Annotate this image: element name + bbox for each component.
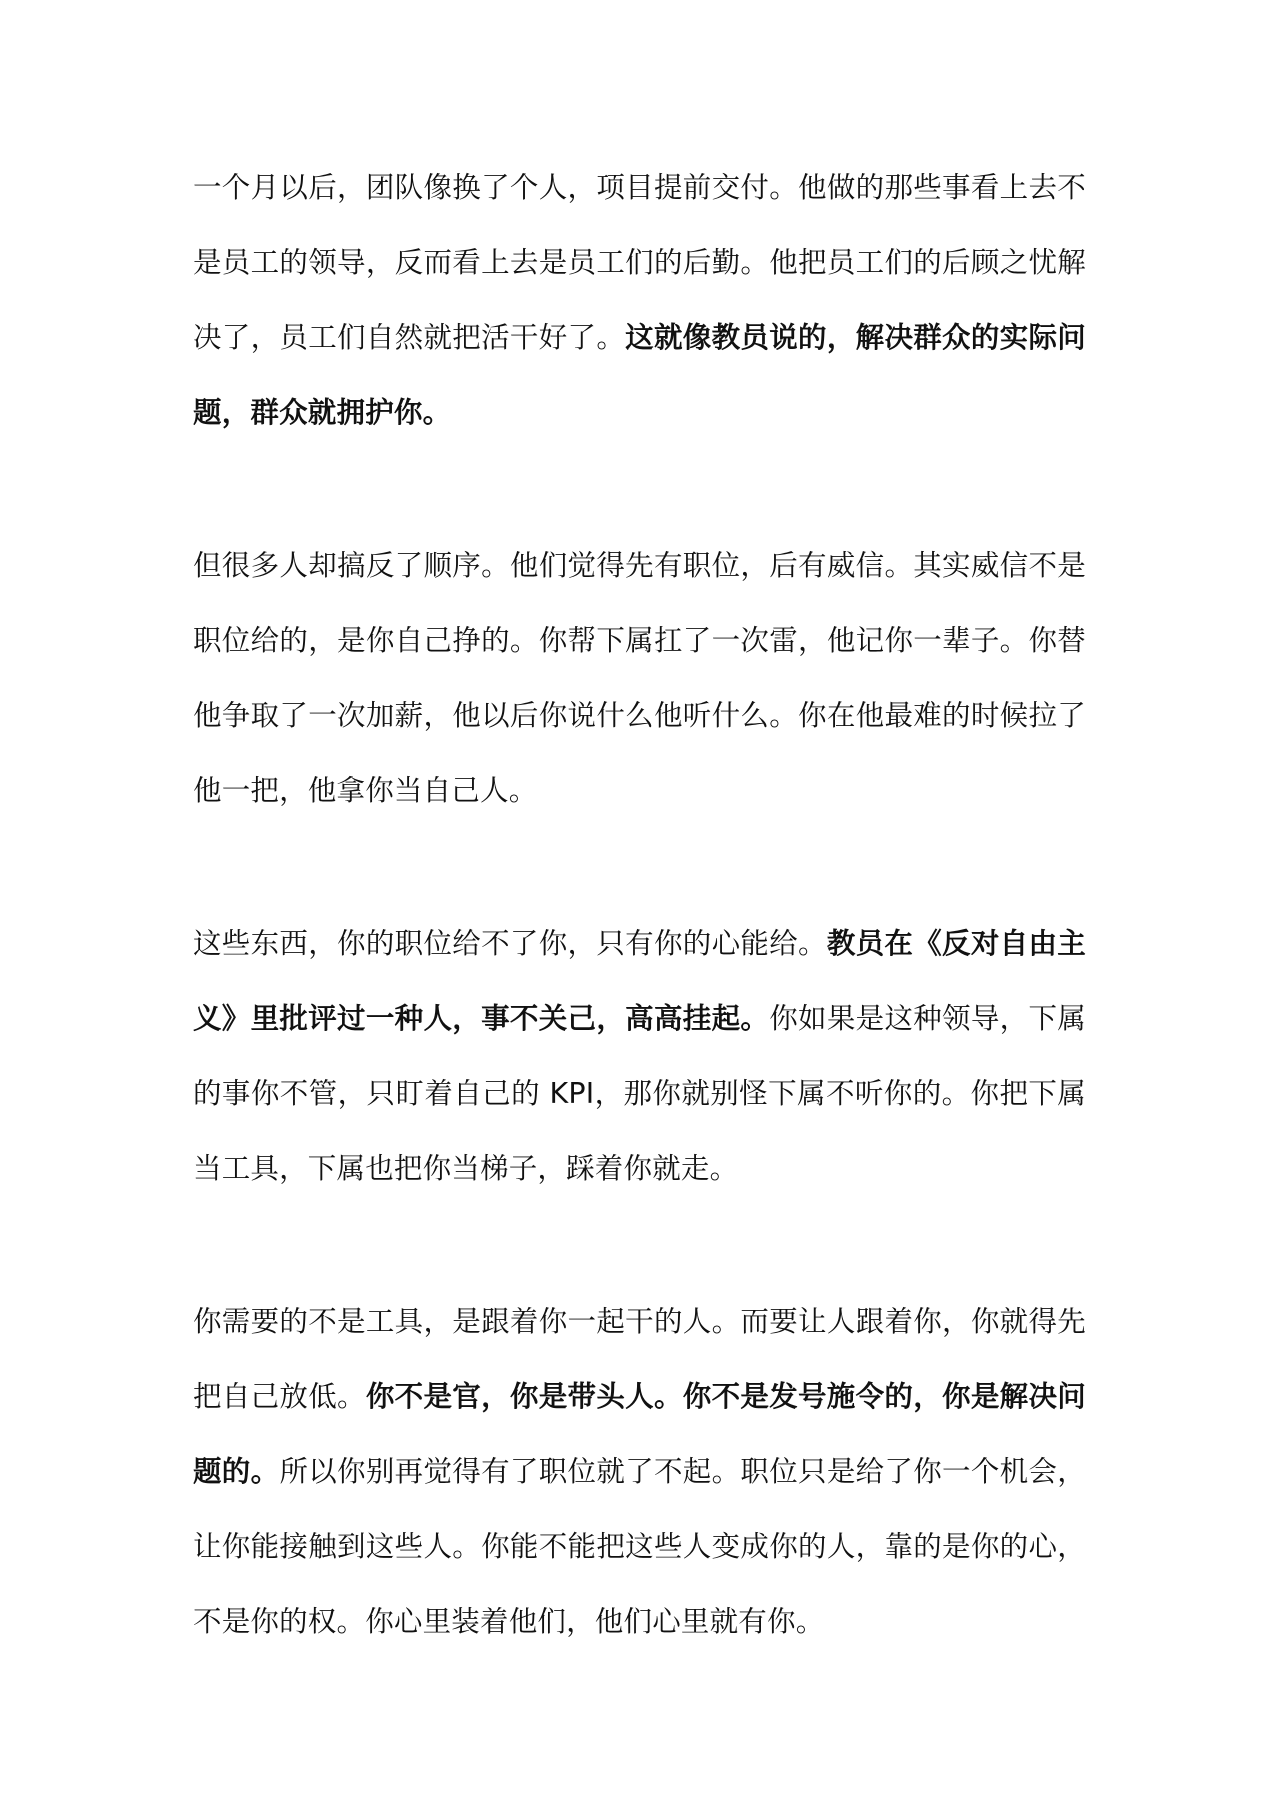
paragraph-2: [193, 528, 1086, 828]
paragraph-text: 你需要的不是工具，是跟着你一起干的人。而要让人跟着你，你就得先把自己放低。: [193, 1305, 1086, 1413]
bold-emphasis: 教员在《反对自由主义》里批评过一种人，事不关己，高高挂起。: [193, 927, 1086, 1035]
paragraph-1: [193, 150, 1086, 450]
paragraph-text: 这些东西，你的职位给不了你，只有你的心能给。: [193, 927, 827, 960]
bold-emphasis: 你不是官，你是带头人。你不是发号施令的，你是解决问题的。: [193, 1380, 1086, 1488]
paragraph-text: 你如果是这种领导，下属的事你不管，只盯着自己的 KPI，那你就别怪下属不听你的。你把下属当工具，下属也把你当梯子，踩着你就走。: [193, 1002, 1086, 1185]
paragraph-text: 一个月以后，团队像换了个人，项目提前交付。他做的那些事看上去不是员工的领导，反而看上去是员工们的后勤。他把员工们的后顾之忧解决了，员工们自然就把活干好了。: [193, 171, 1086, 354]
paragraph-text: 但很多人却搞反了顺序。他们觉得先有职位，后有威信。其实威信不是职位给的，是你自己挣的。你帮下属扛了一次雷，他记你一辈子。你替他争取了一次加薪，他以后你说什么他听什么。你在他最难的时候拉了他一把，他拿你当自己人。: [193, 549, 1086, 807]
paragraph-3: [193, 906, 1086, 1206]
bold-emphasis: 这就像教员说的，解决群众的实际问题，群众就拥护你。: [193, 321, 1086, 429]
paragraph-text: 所以你别再觉得有了职位就了不起。职位只是给了你一个机会，让你能接触到这些人。你能不能把这些人变成你的人，靠的是你的心，不是你的权。你心里装着他们，他们心里就有你。: [193, 1455, 1086, 1638]
paragraph-4: [193, 1284, 1086, 1659]
article-body: [193, 150, 1086, 1659]
